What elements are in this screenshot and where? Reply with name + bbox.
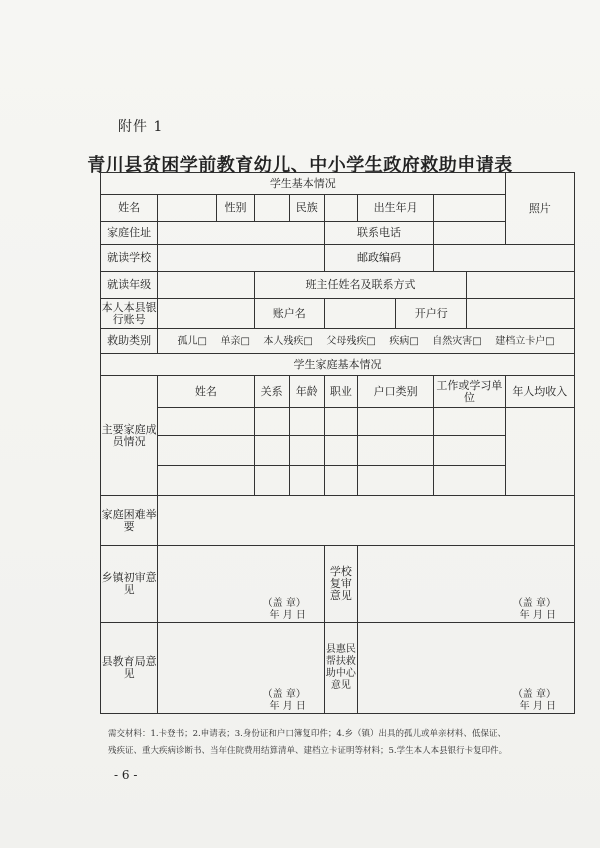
col-relation: 关系 — [254, 376, 289, 408]
notes-line-2: 残疾证、重大疾病诊断书、当年住院费用结算清单、建档立卡证明等材料；5.学生本人本县银行卡复印件。 — [108, 746, 508, 756]
member-cell[interactable] — [289, 436, 324, 466]
school-label: 就读学校 — [101, 245, 158, 272]
col-income: 年人均收入 — [505, 376, 574, 408]
teacher-label: 班主任姓名及联系方式 — [254, 272, 467, 299]
family-members-label: 主要家庭成员情况 — [101, 376, 158, 496]
township-opinion-field[interactable] — [158, 546, 325, 623]
phone-field[interactable] — [434, 222, 505, 245]
bank-account-field[interactable] — [158, 299, 254, 329]
category-parent-disabled[interactable]: 父母残疾□ — [326, 335, 376, 347]
member-cell[interactable] — [254, 436, 289, 466]
township-date: 年 月 日 — [269, 610, 306, 621]
county-edu-seal: （盖 章） — [262, 689, 306, 700]
page-number: - 6 - — [114, 768, 138, 782]
bank-field[interactable] — [467, 299, 575, 329]
member-cell[interactable] — [289, 408, 324, 436]
bank-account-label: 本人本县银行账号 — [101, 299, 158, 329]
member-cell[interactable] — [357, 408, 433, 436]
ethnicity-field[interactable] — [324, 195, 357, 222]
application-form-table — [100, 172, 575, 714]
member-cell[interactable] — [434, 408, 505, 436]
col-occupation: 职业 — [324, 376, 357, 408]
teacher-field[interactable] — [467, 272, 575, 299]
family-section-heading: 学生家庭基本情况 — [101, 354, 575, 376]
name-label: 姓名 — [101, 195, 158, 222]
account-name-field[interactable] — [324, 299, 395, 329]
township-opinion-label: 乡镇初审意见 — [101, 546, 158, 623]
aid-center-seal: （盖 章） — [512, 689, 556, 700]
photo-cell: 照片 — [505, 173, 574, 245]
col-age: 年龄 — [289, 376, 324, 408]
phone-label: 联系电话 — [324, 222, 433, 245]
township-seal: （盖 章） — [262, 598, 306, 609]
member-cell[interactable] — [434, 466, 505, 496]
grade-field[interactable] — [158, 272, 254, 299]
member-cell[interactable] — [324, 408, 357, 436]
school-review-field[interactable] — [357, 546, 574, 623]
category-orphan[interactable]: 孤儿□ — [177, 335, 207, 347]
col-household-type: 户口类别 — [357, 376, 433, 408]
category-disabled[interactable]: 本人残疾□ — [263, 335, 313, 347]
notes-line-1: 需交材料：1.卡登书；2.申请表；3.身份证和户口簿复印件；4.乡（镇）出具的孤儿或单亲材料、低保证、 — [108, 729, 506, 739]
member-cell[interactable] — [434, 436, 505, 466]
school-review-label: 学校复审意见 — [324, 546, 357, 623]
member-cell[interactable] — [324, 436, 357, 466]
county-edu-date: 年 月 日 — [269, 701, 306, 712]
aid-center-opinion-field[interactable] — [357, 623, 574, 714]
income-field[interactable] — [505, 408, 574, 496]
col-name: 姓名 — [158, 376, 254, 408]
county-edu-opinion-field[interactable] — [158, 623, 325, 714]
form-title: 青川县贫困学前教育幼儿、中小学生政府救助申请表 — [87, 155, 513, 176]
hardship-label: 家庭困难举要 — [101, 496, 158, 546]
category-registered-poor[interactable]: 建档立卡户□ — [495, 335, 555, 347]
member-cell[interactable] — [357, 466, 433, 496]
aid-center-date: 年 月 日 — [519, 701, 556, 712]
address-field[interactable] — [158, 222, 325, 245]
member-cell[interactable] — [158, 466, 254, 496]
gender-field[interactable] — [254, 195, 289, 222]
postcode-field[interactable] — [434, 245, 575, 272]
col-workplace: 工作或学习单位 — [434, 376, 505, 408]
ethnicity-label: 民族 — [289, 195, 324, 222]
birth-field[interactable] — [434, 195, 505, 222]
student-section-heading: 学生基本情况 — [101, 173, 506, 195]
grade-label: 就读年级 — [101, 272, 158, 299]
birth-label: 出生年月 — [357, 195, 433, 222]
member-cell[interactable] — [158, 408, 254, 436]
member-cell[interactable] — [254, 466, 289, 496]
postcode-label: 邮政编码 — [324, 245, 433, 272]
school-date: 年 月 日 — [519, 610, 556, 621]
account-name-label: 账户名 — [254, 299, 324, 329]
school-field[interactable] — [158, 245, 325, 272]
member-cell[interactable] — [254, 408, 289, 436]
category-illness[interactable]: 疾病□ — [389, 335, 419, 347]
attachment-label: 附件 1 — [118, 119, 164, 135]
hardship-field[interactable] — [158, 496, 575, 546]
county-edu-opinion-label: 县教育局意见 — [101, 623, 158, 714]
aid-category-label: 救助类别 — [101, 329, 158, 354]
category-single-parent[interactable]: 单亲□ — [220, 335, 250, 347]
name-field[interactable] — [158, 195, 217, 222]
aid-category-options — [158, 329, 575, 354]
bank-label: 开户行 — [396, 299, 467, 329]
category-disaster[interactable]: 自然灾害□ — [432, 335, 482, 347]
member-cell[interactable] — [158, 436, 254, 466]
member-cell[interactable] — [357, 436, 433, 466]
member-cell[interactable] — [324, 466, 357, 496]
school-seal: （盖 章） — [512, 598, 556, 609]
member-cell[interactable] — [289, 466, 324, 496]
gender-label: 性别 — [217, 195, 254, 222]
address-label: 家庭住址 — [101, 222, 158, 245]
aid-center-opinion-label: 县惠民帮扶救助中心意见 — [324, 623, 357, 714]
required-materials-note — [108, 726, 578, 760]
